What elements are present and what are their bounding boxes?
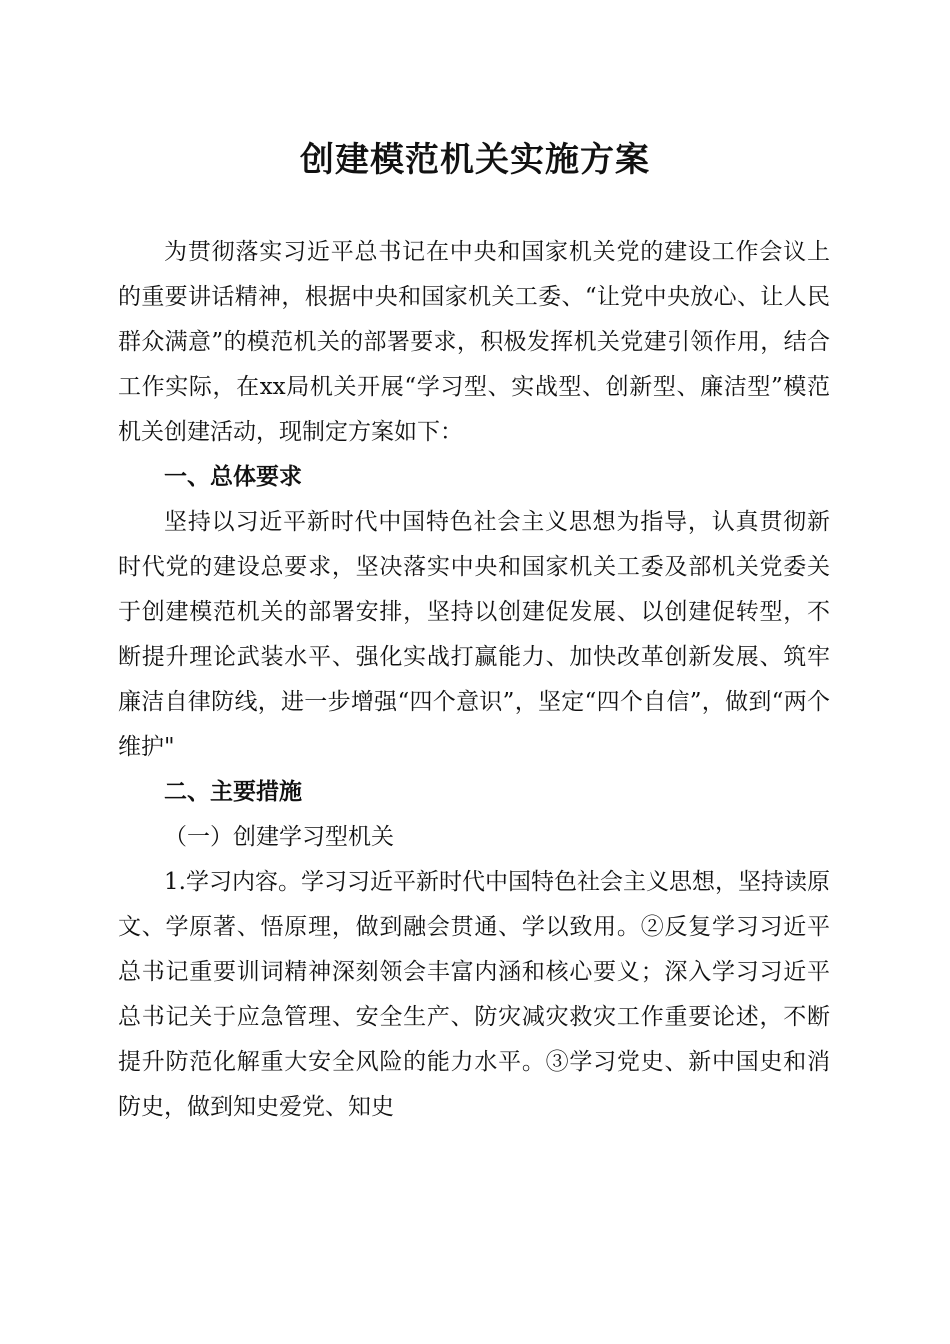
subsection-heading-learning-organ: （一）创建学习型机关 <box>164 824 394 850</box>
section-heading-general-requirements: 一、总体要求 <box>164 464 302 490</box>
intro-paragraph: 为贯彻落实习近平总书记在中央和国家机关党的建设工作会议上的重要讲话精神，根据中央和国家机关工委、“让党中央放心、让人民群众满意”的模范机关的部署要求，积极发挥机关党建引领作用，结合工作实际，在xx局机关开展“学习型、实战型、创新型、廉洁型”模范机关创建活动，现制定方案如下： <box>118 239 830 445</box>
section-heading-main-measures: 二、主要措施 <box>164 779 302 805</box>
document-body <box>118 230 830 1130</box>
document-title: 创建模范机关实施方案 <box>300 140 650 180</box>
general-requirements-paragraph: 坚持以习近平新时代中国特色社会主义思想为指导，认真贯彻新时代党的建设总要求，坚决落实中央和国家机关工委及部机关党委关于创建模范机关的部署安排，坚持以创建促发展、以创建促转型，不断提升理论武装水平、强化实战打赢能力、加快改革创新发展、筑牢廉洁自律防线，进一步增强“四个意识”，坚定“四个自信”，做到“两个维护" <box>118 509 830 760</box>
learning-content-paragraph: 1.学习内容。学习习近平新时代中国特色社会主义思想，坚持读原文、学原著、悟原理，做到融会贯通、学以致用。②反复学习习近平总书记重要训词精神深刻领会丰富内涵和核心要义；深入学习习近平总书记关于应急管理、安全生产、防灾减灾救灾工作重要论述，不断提升防范化解重大安全风险的能力水平。③学习党史、新中国史和消防史，做到知史爱党、知史 <box>118 869 830 1120</box>
